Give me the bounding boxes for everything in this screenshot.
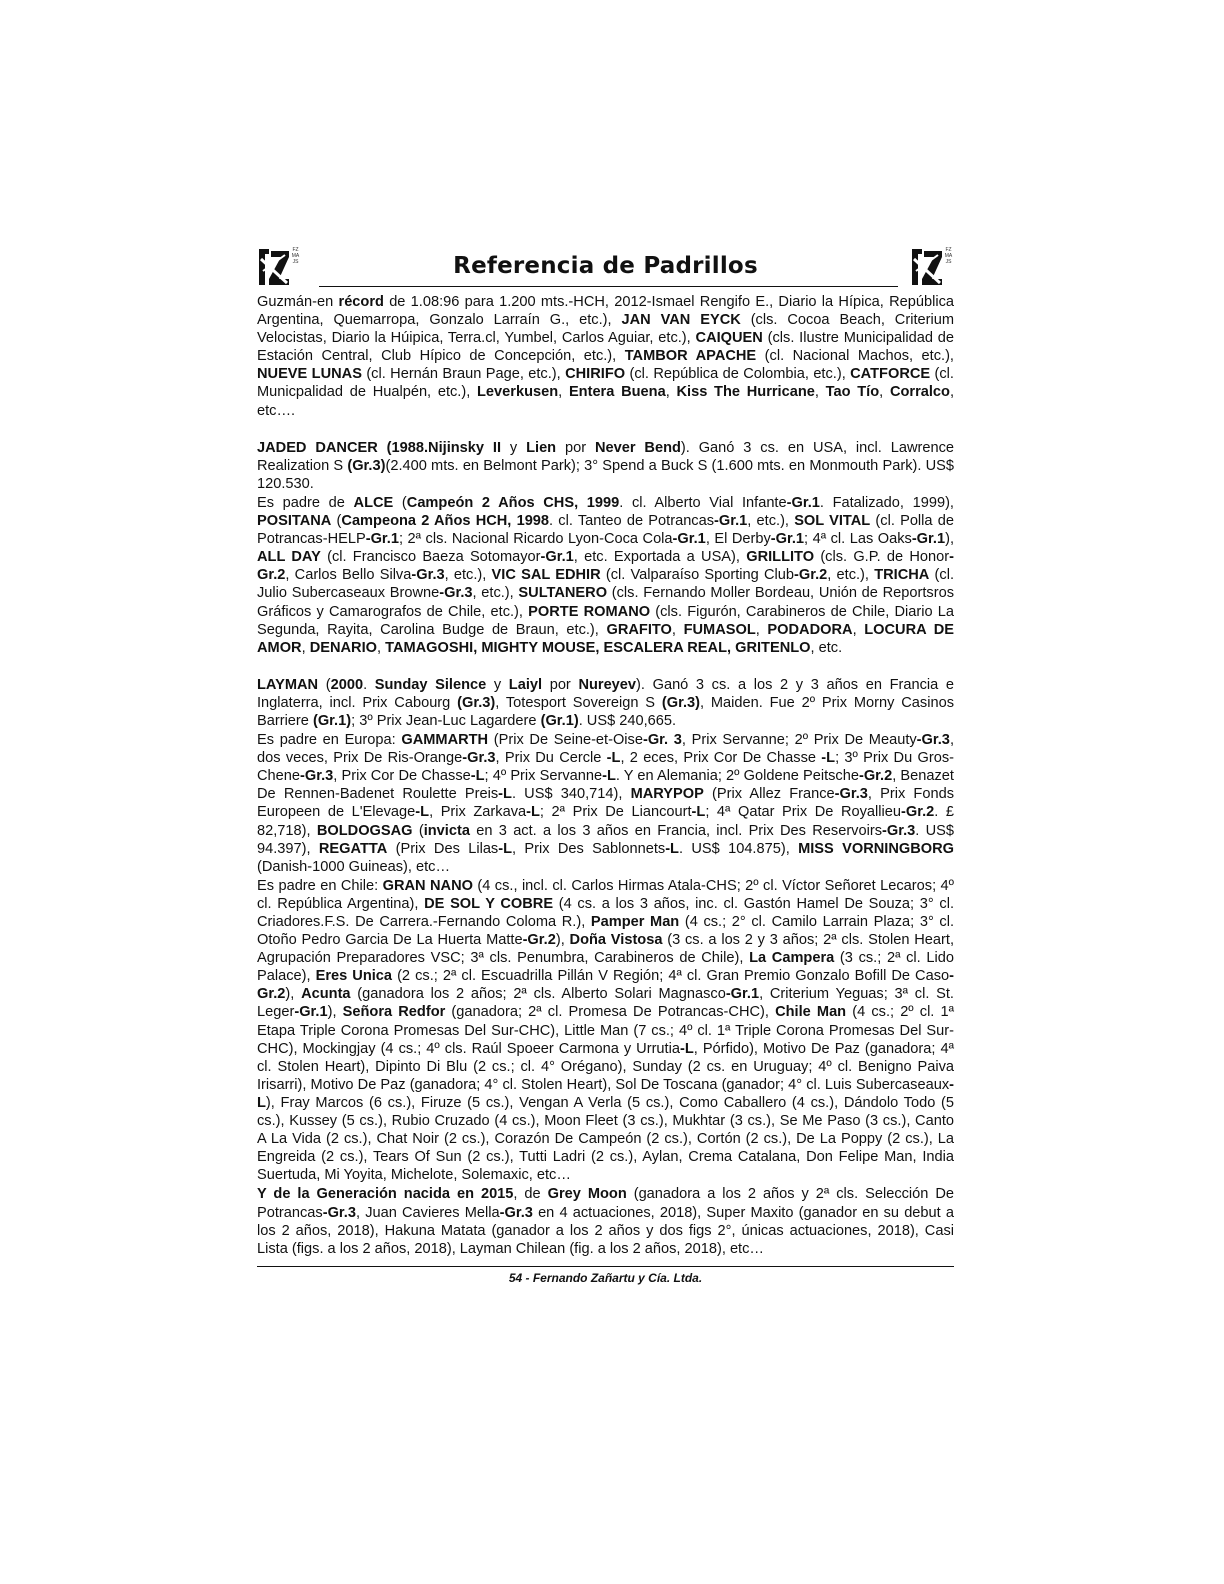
fz-logo-icon [910,245,944,289]
text-run: (ganadora los 2 años; 2ª cls. Alberto Solari Magnasco [350,986,726,1003]
text-run: . US$ 340,714), [511,786,631,803]
text-run: (ganadora a los 2 años y 2ª cls. Selección De Potrancas [257,1186,954,1221]
bold-run: POSITANA [257,513,332,530]
logo-tag: FZMAJS [291,247,300,265]
fz-logo-right [910,245,954,289]
text-run: , etc. Exportada a USA), [573,549,747,566]
text-run: , etc…. [257,384,955,419]
bold-run: 2000 [330,676,364,693]
bold-run: JAN VAN EYCK [621,312,741,329]
text-run: , etc.), [827,567,875,584]
text-run: , Totesport Sovereign S [495,694,662,711]
bold-run: MISS VORNINGBORG [798,840,954,857]
title-underline [319,286,898,287]
text-run: . US$ 94.397), [257,822,955,857]
text-run: (cl. Nacional Machos, etc.), [756,348,954,365]
bold-run: DENARIO [309,639,377,656]
text-run: ( [318,676,331,693]
bold-run: -Gr.3 [439,585,473,602]
entry-jaded-dancer [257,439,954,657]
intro-paragraph [257,293,954,420]
text-run: (cls. G.P. de Honor [814,549,950,566]
text-run: (Prix Allez France [703,786,835,803]
bold-run: -Gr.1 [540,549,574,566]
bold-run: -Gr.1 [786,494,820,511]
text-run: (3 cs. a los 2 y 3 años; 2ª cls. Stolen Heart, Agrupación Preparadores VSC; 3ª cls. Penumbra, Carabineros de Chile), [257,932,954,967]
bold-run: -Gr.1 [365,531,399,548]
text-run: (cls. Cocoa Beach, Criterium Velocistas, Diario la Húipica, Terra.cl, Yumbel, Carlos Aguiar, etc.), [257,312,954,347]
bold-run: -L [498,840,513,857]
bold-run: Y de la Generación nacida en 2015 [257,1186,514,1203]
bold-run: -Gr.3 [916,732,950,749]
bold-run: DE SOL Y COBRE [424,895,554,912]
bold-run: Corralco [889,384,950,401]
text-run: ; 2ª Prix De Liancourt [539,804,692,821]
bold-run: -Gr.3 [499,1204,533,1221]
text-run: (cl. República de Colombia, etc.), [625,366,851,383]
text-run: ; 4ª Qatar Prix De Royallieu [705,804,901,821]
text-run: , Prix Fonds Europeen de L'Elevage [257,786,954,821]
text-run: , Pórfido), Motivo De Paz (ganadora; 4ª cl. Stolen Heart), Dipinto Di Blu (2 cs.; cl. 4° Orégano), Sunday (2 cs. en Uruguay; 4º cl. Benigno Paiva Irisarri), Motivo De Paz (ganadora; 4° cl. Stolen Heart), Sol De Toscana (ganador; 4° cl. Luis Subercaseaux [257,1040,954,1093]
bold-run: Pamper Man [590,914,680,930]
text-run: (cls. Figurón, Carabineros de Chile, Diario La Segunda, Rayita, Carolina Budge de Braun, etc.), [257,603,955,638]
bold-run: SULTANERO [518,585,608,602]
entry-layman [257,676,954,1258]
bold-run: LAYMAN [257,676,319,693]
text-run: (4 cs., incl. cl. Carlos Hirmas Atala-CHS; 2º cl. Víctor Señoret Lecaros; 4º cl. República Argentina), [257,877,954,912]
jaded-dancer-offspring [257,494,954,657]
text-run: , Prix Cor De Chasse [333,768,471,785]
logo-tag: FZMAJS [944,247,953,265]
text-run: . US$ 240,665. [578,712,677,729]
text-run: , de [513,1186,548,1203]
bold-run: Chile Man [775,1004,847,1021]
bold-run: LOCURA DE AMOR [257,621,955,656]
text-run: ; 4ª cl. Las Oaks [804,531,912,548]
bold-run: -L [498,786,512,803]
bold-run: Señora Redfor [342,1004,446,1021]
bold-run: Campeón 2 Años CHS, 1999 [406,494,620,511]
bold-run: TRICHA [874,567,930,584]
text-run: ), Fray Marcos (6 cs.), Firuze (5 cs.), Vengan A Verla (5 cs.), Como Caballero (4 cs.), Dándolo Todo (5 cs.), Kussey (5 cs.), Rubio Cruzado (4 cs.), Moon Fleet (3 cs.), Mukhtar (3 cs.), Se Me Paso (3 cs.), Canto A La Vida (2 cs.), Chat Noir (2 cs.), Corazón De Campeón (2 cs.), Cortón (2 cs.), De La Poppy (2 cs.), La Engreida (2 cs.), Tears Of Sun (2 cs.), Tutti Ladri (2 cs.), Aylan, Crema Catalana, Don Felipe Man, India Suertuda, Mi Yoyita, Michelote, Solemaxic, etc… [257,1094,954,1184]
bold-run: La Campera [749,950,835,967]
page-footer: 54 - Fernando Zañartu y Cía. Ltda. [508,1270,703,1285]
text-run: , [301,639,310,656]
text-run: , [852,621,865,638]
bold-run: récord [338,294,384,310]
bold-run: Never Bend [594,439,681,456]
text-run: ( [393,494,407,511]
text-run: , Juan Cavieres Mella [355,1204,500,1221]
bold-run: (Gr.3) [457,694,496,711]
page-header [257,243,954,293]
bold-run: ALL DAY [257,549,321,566]
text-run: y [486,676,509,693]
text-run: , Benazet De Rennen-Badenet Roulette Preis [257,768,954,803]
bold-run: invicta [423,822,470,839]
bold-run: CATFORCE [850,366,931,383]
text-run: , etc. [810,639,843,656]
bold-run: ALCE [353,494,394,511]
text-run: ( [412,822,424,839]
text-run: por [542,676,579,693]
bold-run: GRAFITO [606,621,672,638]
bold-run: Entera Buena [568,384,666,401]
text-run: ), [285,986,302,1003]
text-run: ( [331,513,342,530]
text-run: , [879,384,890,401]
text-run: . Fatalizado, 1999), [819,494,954,511]
bold-run: -Gr.3 [882,822,916,839]
text-run: ). Ganó 3 cs. a los 2 y 3 años en Francia e Inglaterra, incl. Prix Cabourg [257,676,955,711]
text-run: en 4 actuaciones, 2018), Super Maxito (ganador en su debut a los 2 años, 2018), Hakuna Matata (ganador a los 2 años y dos figs 2°, únicas actuaciones, 2018), Casi Lista (figs. a los 2 años, 2018), Layman Chilean (fig. a los 2 años, 2018), etc… [257,1204,954,1257]
text-run: de 1.08:96 para 1.200 mts.-HCH, 2012-Ismael Rengifo E., Diario la Hípica, República Argentina, Quemarropa, Gonzalo Larraín G., etc.), [257,294,954,329]
bold-run: GRILLITO [746,549,815,566]
bold-run: Acunta [301,986,351,1003]
bold-run: -L [602,768,616,785]
bold-run: -Gr.2 [522,932,556,949]
text-run: Es padre en Chile: [257,877,383,894]
bold-run: -Gr.2 [257,549,954,584]
bold-run: -L [679,1040,694,1057]
text-run: ), [327,1004,343,1021]
text-run: por [556,439,595,456]
bold-run: -L [415,804,430,821]
bold-run: -L [257,1076,954,1111]
bold-run: -Gr.3 [462,750,496,767]
bold-run: Leverkusen [477,384,559,401]
fz-logo-icon [257,245,291,289]
text-run: , Carlos Bello Silva [285,567,412,584]
bold-run: Doña Vistosa [569,932,663,949]
footer-rule [257,1266,954,1267]
bold-run: -Gr. 3 [642,732,682,749]
text-run: , Prix Du Cercle [495,750,607,767]
bold-run: -Gr.3 [322,1204,356,1221]
text-run: ). Ganó 3 cs. en USA, incl. Lawrence Realization S [257,439,955,474]
bold-run: -Gr.2 [794,567,828,584]
layman-offspring-chile [257,877,954,1185]
bold-run: CHIRIFO [565,366,626,383]
text-run: , El Derby [705,531,771,548]
bold-run: Eres Unica [315,968,393,985]
text-run: (cl. Valparaíso Sporting Club [600,567,794,584]
bold-run: -Gr.1 [770,531,805,548]
bold-run: (Gr.3) [661,694,700,711]
layman-generation-2015 [257,1185,954,1257]
bold-run: -L [691,804,706,821]
bold-run: (Gr.3) [347,457,386,474]
text-run: , etc.), [444,567,492,584]
bold-run: Tao Tío [825,384,880,401]
bold-run: -Gr.1 [911,531,946,548]
bold-run: Lien [526,439,557,456]
bold-run: PORTE ROMANO [528,603,651,620]
text-run: (cl. Francisco Baeza Sotomayor [320,549,541,566]
text-run: (ganadora; 2ª cl. Promesa De Potrancas-CHC), [445,1004,776,1021]
text-run: (Prix Des Lilas [387,840,499,857]
bold-run: BOLDOGSAG [316,822,413,839]
text-run: ; 3º Prix Jean-Luc Lagardere [351,712,541,729]
text-run: , [665,384,677,401]
text-run: . Y en Alemania; 2º Goldene Peitsche [615,768,859,785]
text-run: (Prix De Seine-et-Oise [488,732,643,749]
text-run: (3 cs.; 2ª cl. Lido Palace), [257,950,954,985]
text-run: , [755,621,768,638]
bold-run: NUEVE LUNAS [257,366,362,383]
bold-run: -Gr.3 [834,786,868,803]
bold-run: -Gr.2 [858,768,893,785]
bold-run: -L [526,804,540,821]
text-run: , [377,639,386,656]
bold-run: -Gr.2 [257,968,955,1003]
bold-run: -Gr.1 [725,986,760,1003]
bold-run: -L [821,750,836,767]
bold-run: PODADORA [767,621,853,638]
bold-run: REGATTA [318,840,388,857]
text-run: en 3 act. a los 3 años en Francia, incl. Prix Des Reservoirs [469,822,882,839]
bold-run: -L [606,750,621,767]
text-run: (cl. Municpalidad de Hualpén, etc.), [257,366,954,401]
text-run: (4 cs.; 2º cl. 1ª Etapa Triple Corona Promesas Del Sur-CHC), Little Man (7 cs.; 4º cl. 1ª Triple Corona Promesas Del Sur-CHC), Mockingjay (4 cs.; 4º cls. Raúl Spoeer Carmona y Urrutia [257,1004,955,1057]
text-run: , Maiden. Fue 2º Prix Morny Casinos Barriere [257,694,954,729]
bold-run: -Gr.2 [901,804,935,821]
text-run: , Prix Servanne; 2º Prix De Meauty [681,732,917,749]
bold-run: (Gr.1) [312,712,352,729]
bold-run: -L [665,840,679,857]
text-run: ; 2ª cls. Nacional Ricardo Lyon-Coca Cola [398,531,673,548]
text-run: (cls. Ilustre Municipalidad de Estación Central, Club Hípico de Concepción, etc.), [257,330,954,365]
text-run: ; 4º Prix Servanne [484,768,603,785]
bold-run: -Gr.1 [294,1004,328,1021]
text-run: (2 cs.; 2ª cl. Escuadrilla Pillán V Región; 4ª cl. Gran Premio Gonzalo Bofill De Caso [392,968,950,985]
bold-run: Nureyev [578,676,637,693]
fz-logo-left [257,245,301,289]
text-run: (cl. Polla de Potrancas-HELP [257,513,954,548]
bold-run: TAMAGOSHI, MIGHTY MOUSE, ESCALERA REAL, GRITENLO [385,639,811,656]
text-run: (4 cs.; 2° cl. Camilo Larrain Plaza; 3° cl. Otoño Pedro Garcia De La Huerta Matte [257,914,954,949]
text-run: , [671,621,684,638]
text-run: Guzmán-en [257,294,339,310]
text-run: , etc.), [472,585,519,602]
text-run: . [363,676,375,693]
bold-run: Kiss The Hurricane [676,384,815,401]
bold-run: -L [470,768,485,785]
text-run: ), [555,932,570,949]
text-run: (cl. Julio Subercaseaux Browne [257,567,954,602]
text-run: , [814,384,826,401]
text-run: ; 3º Prix Du Gros-Chene [257,750,954,785]
text-run: , etc.), [747,513,795,530]
text-run: , Prix Des Sablonnets [512,840,666,857]
layman-pedigree [257,676,954,730]
bold-run: Laiyl [508,676,543,693]
bold-run: VIC SAL EDHIR [491,567,601,584]
bold-run: -Gr.3 [411,567,445,584]
bold-run: (Gr.1) [540,712,579,729]
text-run: . £ 82,718), [257,804,954,839]
text-run: , Criterium Yeguas; 3ª cl. St. Leger [257,986,954,1021]
bold-run: CAIQUEN [695,330,763,347]
text-run: (2.400 mts. en Belmont Park); 3° Spend a Buck S (1.600 mts. en Monmouth Park). US$ 120.530. [257,457,954,492]
text-run: (cls. Fernando Moller Bordeau, Unión de Reportsros Gráficos y Camarografos de Chile, etc.), [257,585,954,620]
layman-offspring-europe [257,731,954,876]
jaded-dancer-pedigree [257,439,954,493]
text-run: y [501,439,527,456]
text-run: Es padre en Europa: [257,732,402,749]
bold-run: GRAN NANO [382,877,473,894]
text-run: , 2 eces, Prix Cor De Chasse [620,750,822,767]
text-run: , [558,384,569,401]
text-run: . cl. Alberto Vial Infante [619,494,787,511]
bold-run: MARYPOP [630,786,704,803]
bold-run: Campeona 2 Años HCH, 1998 [341,513,550,530]
text-run: . US$ 104.875), [678,840,799,857]
bold-run: TAMBOR APACHE [624,348,757,365]
text-run: (4 cs. a los 3 años, inc. cl. Gastón Hamel De Souza; 3° cl. Criadores.F.S. De Carrera.-Fernando Coloma R.), [257,895,954,930]
bold-run: -Gr.1 [714,513,748,530]
bold-run: GAMMARTH [401,732,489,749]
document-page [257,243,954,1285]
page-title: Referencia de Padrillos [453,253,758,279]
text-run: Es padre de [257,494,354,511]
bold-run: FUMASOL [683,621,756,638]
bold-run: Grey Moon [547,1186,627,1203]
text-run: . cl. Tanteo de Potrancas [549,513,715,530]
bold-run: SOL VITAL [794,513,871,530]
text-run: (cl. Hernán Braun Page, etc.), [361,366,566,383]
document-body [257,293,954,1258]
bold-run: Sunday Silence [374,676,487,693]
text-run: , Prix Zarkava [429,804,527,821]
bold-run: -Gr.1 [672,531,706,548]
bold-run: JADED DANCER (1988.Nijinsky II [257,439,502,456]
text-run: ), [945,531,954,548]
bold-run: -Gr.3 [300,768,334,785]
text-run: (Danish-1000 Guineas), etc… [257,858,451,875]
text-run: , dos veces, Prix De Ris-Orange [257,732,954,767]
